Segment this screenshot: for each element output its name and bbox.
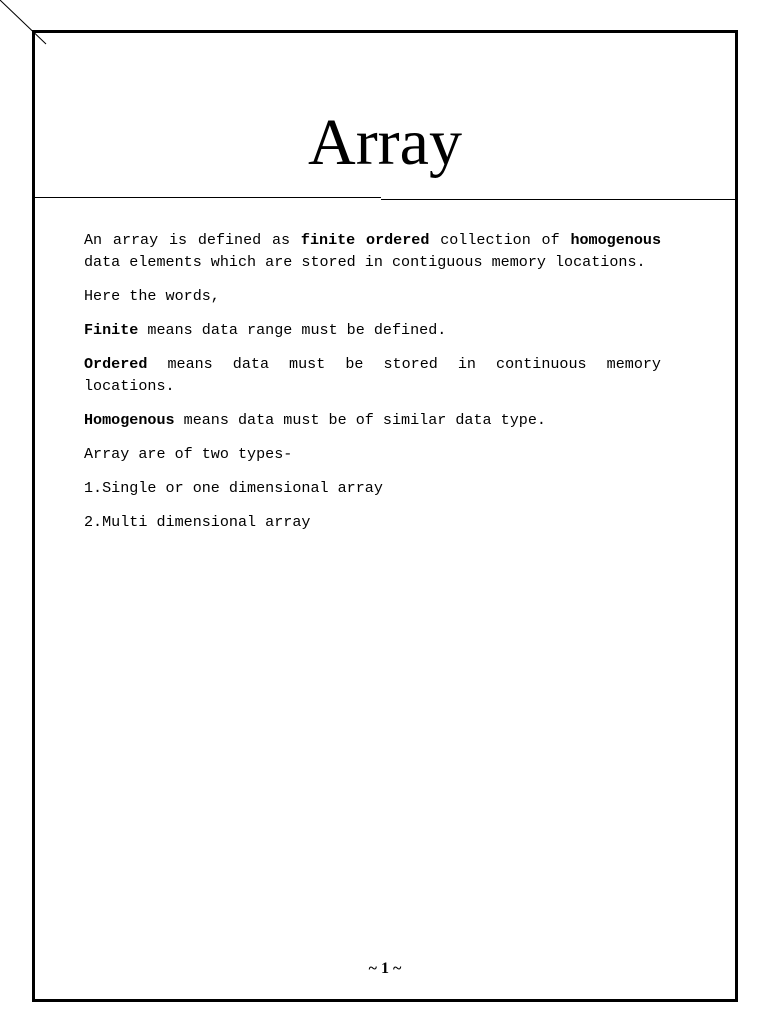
page-title: Array (308, 106, 462, 179)
text-run: data elements which are stored in contiguous memory locations. (84, 253, 646, 271)
page-number: ~ 1 ~ (368, 960, 402, 977)
intro-paragraph: Here the words, (84, 287, 220, 305)
type-item-2: 2.Multi dimensional array (84, 513, 311, 531)
page-border (32, 30, 738, 1002)
definition-text: means data must be of similar data type. (174, 411, 546, 429)
definition-text: means data range must be defined. (138, 321, 447, 339)
bold-text-run: finite ordered (300, 231, 430, 249)
title-divider-left (35, 197, 381, 198)
finite-paragraph (84, 319, 661, 341)
document-body (84, 229, 661, 545)
bold-text-run: homogenous (570, 231, 662, 249)
homogenous-paragraph (84, 409, 661, 431)
term-finite: Finite (84, 321, 139, 339)
definition-paragraph (84, 229, 661, 273)
definition-text: means data must be stored in continuous memory locations. (84, 355, 661, 395)
type-item-1: 1.Single or one dimensional array (84, 479, 383, 497)
text-run: collection of (429, 231, 571, 249)
text-run: An array is defined as (84, 231, 301, 249)
title-divider-right (381, 199, 735, 200)
ordered-paragraph (84, 353, 661, 397)
term-ordered: Ordered (84, 355, 148, 373)
term-homogenous: Homogenous (84, 411, 175, 429)
types-paragraph: Array are of two types- (84, 445, 293, 463)
